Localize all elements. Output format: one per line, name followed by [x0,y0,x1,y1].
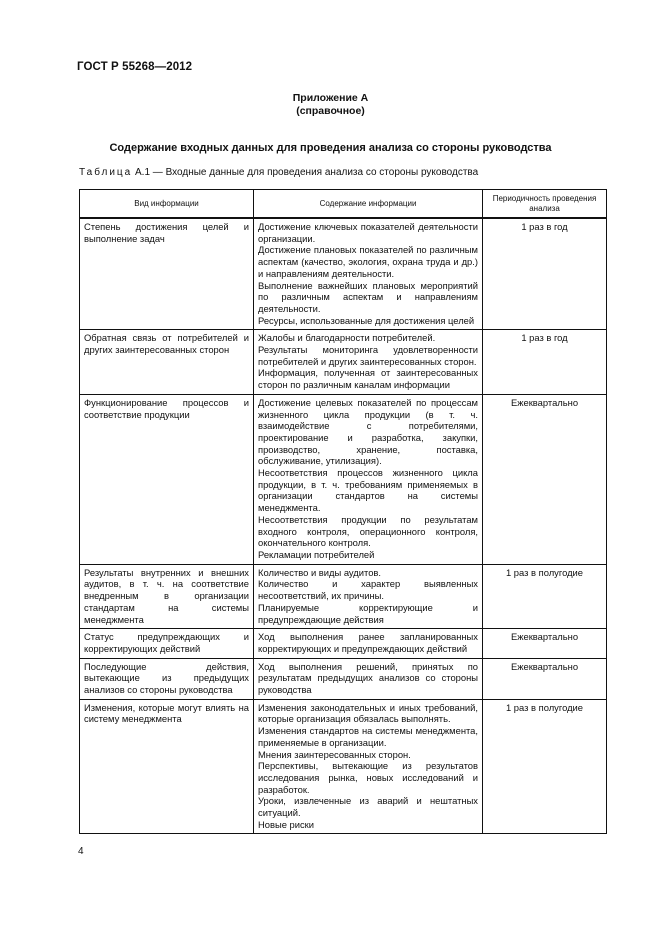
cell-info-type: Обратная связь от потребителей и других заинтересованных сторон [80,330,254,395]
table-row [80,658,607,699]
cell-review-period: 1 раз в год [483,330,607,395]
cell-info-content [254,330,483,395]
table-row [80,394,607,564]
content-item: Изменения законодательных и иных требований, которые организация обязалась выполнять. [258,701,478,725]
appendix-subtitle: (справочное) [296,105,365,117]
content-item: Планируемые корректирующие и предупреждающие действия [258,601,478,625]
table-caption [79,167,478,178]
table-row [80,330,607,395]
content-item: Ход выполнения решений, принятых по результатам предыдущих анализов со стороны руководства [258,660,478,696]
table-caption-text: — Входные данные для проведения анализа со стороны руководства [152,167,479,178]
content-item: Несоответствия процессов жизненного цикла продукции, в т. ч. требованиям применяемых в организации стандартов на системы менеджмента. [258,467,478,514]
cell-info-content [254,564,483,629]
cell-review-period: 1 раз в полугодие [483,564,607,629]
content-item: Результаты мониторинга удовлетворенности потребителей и других заинтересованных сторон. [258,344,478,367]
document-id-header: ГОСТ Р 55268—2012 [77,61,193,73]
content-item: Количество и виды аудитов. [258,566,381,578]
content-item: Изменения стандартов на системы менеджмента, применяемые в организации. [258,725,478,748]
cell-info-content [254,218,483,330]
table-body [80,218,607,834]
table-row [80,699,607,834]
content-item: Перспективы, вытекающие из результатов исследования рынка, новых исследований и разработок. [258,760,478,795]
cell-review-period: Ежеквартально [483,658,607,699]
column-header-period: Периодичность проведения анализа [483,190,607,219]
content-item: Достижение ключевых показателей деятельности организации. [258,221,478,244]
cell-review-period: 1 раз в полугодие [483,699,607,834]
table-caption-label: Таблица [79,167,133,178]
content-item: Ресурсы, использованные для достижения целей [258,314,475,326]
cell-info-content [254,629,483,658]
appendix-heading [0,92,661,118]
cell-review-period: Ежеквартально [483,629,607,658]
content-item: Информация, полученная от заинтересованных сторон по различным каналам информации [258,367,478,391]
cell-info-type: Результаты внутренних и внешних аудитов, в т. ч. на соответствие внедренным в организации стандартам на системы менеджмента [80,564,254,629]
table-row [80,629,607,658]
content-item: Ход выполнения ранее запланированных корректирующих и предупреждающих действий [258,631,478,654]
content-item: Выполнение важнейших плановых мероприятий по различным аспектам и направлениям деятельности. [258,279,478,314]
cell-info-type: Статус предупреждающих и корректирующих действий [80,629,254,658]
page-number: 4 [78,846,84,857]
cell-info-type: Изменения, которые могут влиять на систему менеджмента [80,699,254,834]
cell-info-type: Степень достижения целей и выполнение задач [80,218,254,330]
content-item: Уроки, извлеченные из аварий и нештатных ситуаций. [258,795,478,819]
cell-info-type: Последующие действия, вытекающие из предыдущих анализов со стороны руководства [80,658,254,699]
cell-info-content [254,699,483,834]
section-title: Содержание входных данных для проведения анализа со стороны руководства [109,142,552,154]
column-header-type: Вид информации [80,190,254,219]
cell-review-period: 1 раз в год [483,218,607,330]
input-data-table [79,189,607,834]
table-row [80,218,607,330]
cell-review-period: Ежеквартально [483,394,607,564]
content-item: Достижение целевых показателей по процессам жизненного цикла продукции (в т. ч. взаимодействие с потребителями, проектирование и разработка, закупки, производство, хранение, поставка, обслуживание, утилизация). [258,396,478,467]
content-item: Количество и характер выявленных несоответствий, их причины. [258,578,478,602]
appendix-title: Приложение А [292,92,369,104]
column-header-content: Содержание информации [254,190,483,219]
cell-info-type: Функционирование процессов и соответствие продукции [80,394,254,564]
cell-info-content [254,394,483,564]
table-header-row [80,190,607,219]
content-item: Несоответствия продукции по результатам входного контроля, операционного контроля, окончательного контроля. [258,513,478,549]
cell-info-content [254,658,483,699]
table-caption-number: А.1 [135,167,151,178]
content-item: Жалобы и благодарности потребителей. [258,332,436,344]
content-item: Новые риски [258,818,314,830]
content-item: Мнения заинтересованных сторон. [258,748,411,760]
content-item: Рекламации потребителей [258,548,375,560]
content-item: Достижение плановых показателей по различным аспектам (качество, экология, охрана труда и др.) и направлениям деятельности. [258,244,478,279]
table-row [80,564,607,629]
